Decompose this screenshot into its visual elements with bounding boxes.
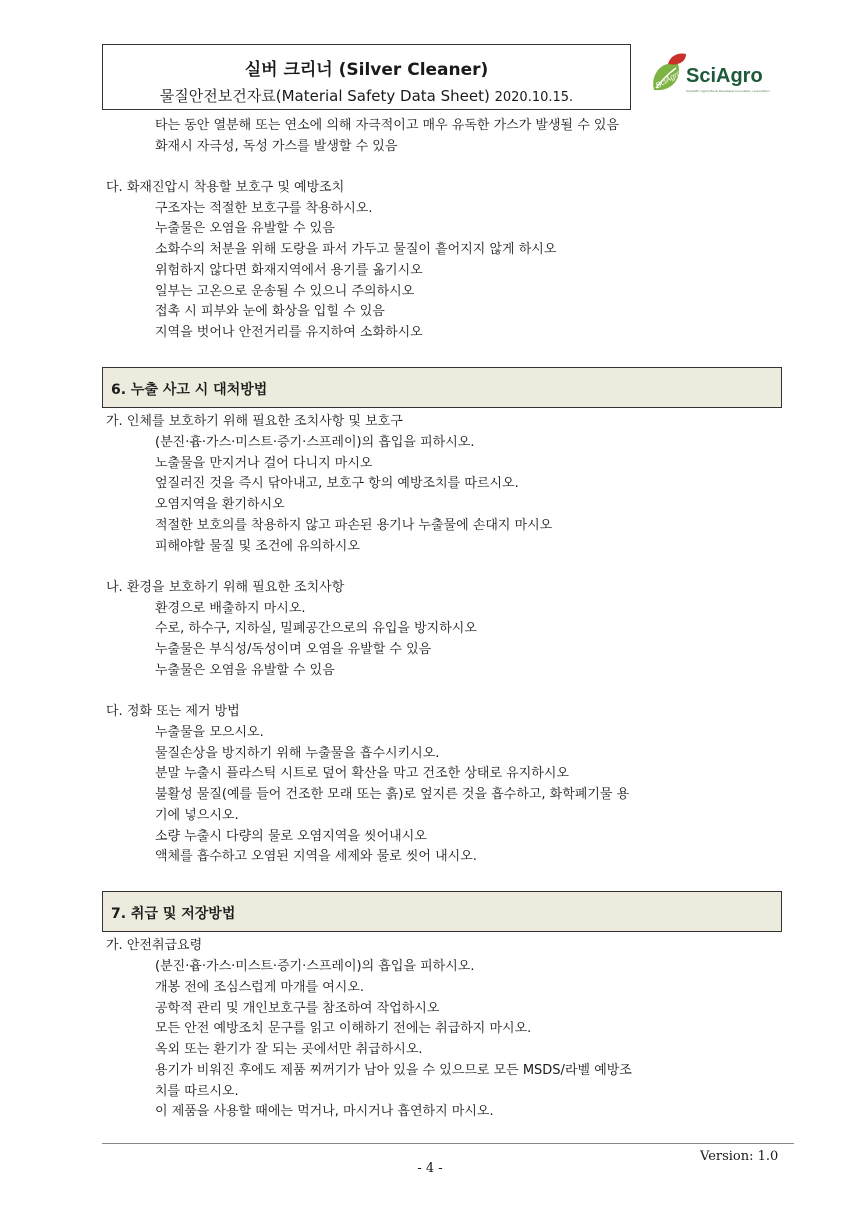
subsection-heading: 가. 안전취급요령: [106, 938, 203, 953]
logo-wordmark: SciAgro: [686, 65, 763, 87]
text-line: 타는 동안 열분해 또는 연소에 의해 자극적이고 매우 유독한 가스가 발생될 수 있음: [155, 118, 620, 133]
list-item: 누출물을 모으시오.: [155, 725, 264, 740]
list-item: 소량 누출시 다량의 물로 오염지역을 씻어내시오: [155, 829, 427, 844]
list-item: 불활성 물질(예를 들어 건조한 모래 또는 흙)로 엎지른 것을 흡수하고, 화학폐기물 용: [155, 787, 630, 802]
list-item: 액체를 흡수하고 오염된 지역을 세제와 물로 씻어 내시오.: [155, 849, 477, 864]
list-item: 접촉 시 피부와 눈에 화상을 입힐 수 있음: [155, 304, 385, 319]
list-item: 수로, 하수구, 지하실, 밀폐공간으로의 유입을 방지하시오: [155, 621, 477, 636]
list-item: (분진·흄·가스·미스트·증기·스프레이)의 흡입을 피하시오.: [155, 959, 475, 974]
subsection-heading: 가. 인체를 보호하기 위해 필요한 조치사항 및 보호구: [106, 414, 403, 429]
list-item: 피해야할 물질 및 조건에 유의하시오: [155, 539, 360, 554]
document-date: 2020.10.15.: [494, 90, 574, 105]
section-6-header: [102, 367, 782, 408]
list-item: 일부는 고온으로 운송될 수 있으니 주의하시오: [155, 284, 415, 299]
list-item: 기에 넣으시오.: [155, 808, 239, 823]
sciagro-logo: [648, 50, 778, 102]
list-item: 누출물은 오염을 유발할 수 있음: [155, 663, 335, 678]
page-number: - 4 -: [417, 1161, 443, 1176]
list-item: 치를 따르시오.: [155, 1084, 239, 1099]
list-item: 개봉 전에 조심스럽게 마개를 여시오.: [155, 980, 365, 995]
logo-tagline: Scientific Agricultural Developer Innovation corporation: [686, 89, 770, 93]
section-title: 7. 취급 및 저장방법: [111, 906, 236, 922]
list-item: 소화수의 처분을 위해 도랑을 파서 가두고 물질이 흩어지지 않게 하시오: [155, 242, 557, 257]
footer-divider: [102, 1143, 794, 1144]
list-item: 용기가 비워진 후에도 제품 찌꺼기가 남아 있을 수 있으므로 모든 MSDS/라벨 예방조: [155, 1063, 632, 1078]
list-item: (분진·흄·가스·미스트·증기·스프레이)의 흡입을 피하시오.: [155, 435, 475, 450]
subsection-heading: 다. 화재진압시 착용할 보호구 및 예방조치: [106, 180, 345, 195]
document-subtitle: [103, 85, 630, 106]
list-item: 오염지역을 환기하시오: [155, 497, 285, 512]
list-item: 모든 안전 예방조치 문구를 읽고 이해하기 전에는 취급하지 마시오.: [155, 1021, 532, 1036]
list-item: 이 제품을 사용할 때에는 먹거나, 마시거나 흡연하지 마시오.: [155, 1104, 494, 1119]
subsection-heading: 다. 정화 또는 제거 방법: [106, 704, 240, 719]
list-item: 공학적 관리 및 개인보호구를 참조하여 작업하시오: [155, 1001, 440, 1016]
document-header: [102, 44, 631, 110]
list-item: 누출물은 부식성/독성이며 오염을 유발할 수 있음: [155, 642, 432, 657]
svg-text:SciAgro: SciAgro: [653, 68, 683, 91]
list-item: 위험하지 않다면 화재지역에서 용기를 옮기시오: [155, 263, 423, 278]
list-item: 분말 누출시 플라스틱 시트로 덮어 확산을 막고 건조한 상태로 유지하시오: [155, 766, 569, 781]
subsection-heading: 나. 환경을 보호하기 위해 필요한 조치사항: [106, 580, 345, 595]
section-title: 6. 누출 사고 시 대처방법: [111, 382, 268, 398]
list-item: 구조자는 적절한 보호구를 착용하시오.: [155, 201, 373, 216]
document-title: 실버 크리너 (Silver Cleaner): [244, 60, 489, 80]
list-item: 물질손상을 방지하기 위해 누출물을 흡수시키시오.: [155, 746, 440, 761]
list-item: 환경으로 배출하지 마시오.: [155, 601, 306, 616]
list-item: 노출물을 만지거나 걸어 다니지 마시오: [155, 456, 373, 471]
list-item: 옥외 또는 환기가 잘 되는 곳에서만 취급하시오.: [155, 1042, 423, 1057]
list-item: 지역을 벗어나 안전거리를 유지하여 소화하시오: [155, 325, 423, 340]
version-label: Version: 1.0: [700, 1149, 779, 1164]
list-item: 누출물은 오염을 유발할 수 있음: [155, 221, 335, 236]
list-item: 적절한 보호의를 착용하지 않고 파손된 용기나 누출물에 손대지 마시오: [155, 518, 553, 533]
text-line: 화재시 자극성, 독성 가스를 발생할 수 있음: [155, 139, 398, 154]
section-7-header: [102, 891, 782, 932]
list-item: 엎질러진 것을 즉시 닦아내고, 보호구 항의 예방조치를 따르시오.: [155, 476, 519, 491]
subtitle-text: 물질안전보건자료(Material Safety Data Sheet): [159, 87, 490, 105]
